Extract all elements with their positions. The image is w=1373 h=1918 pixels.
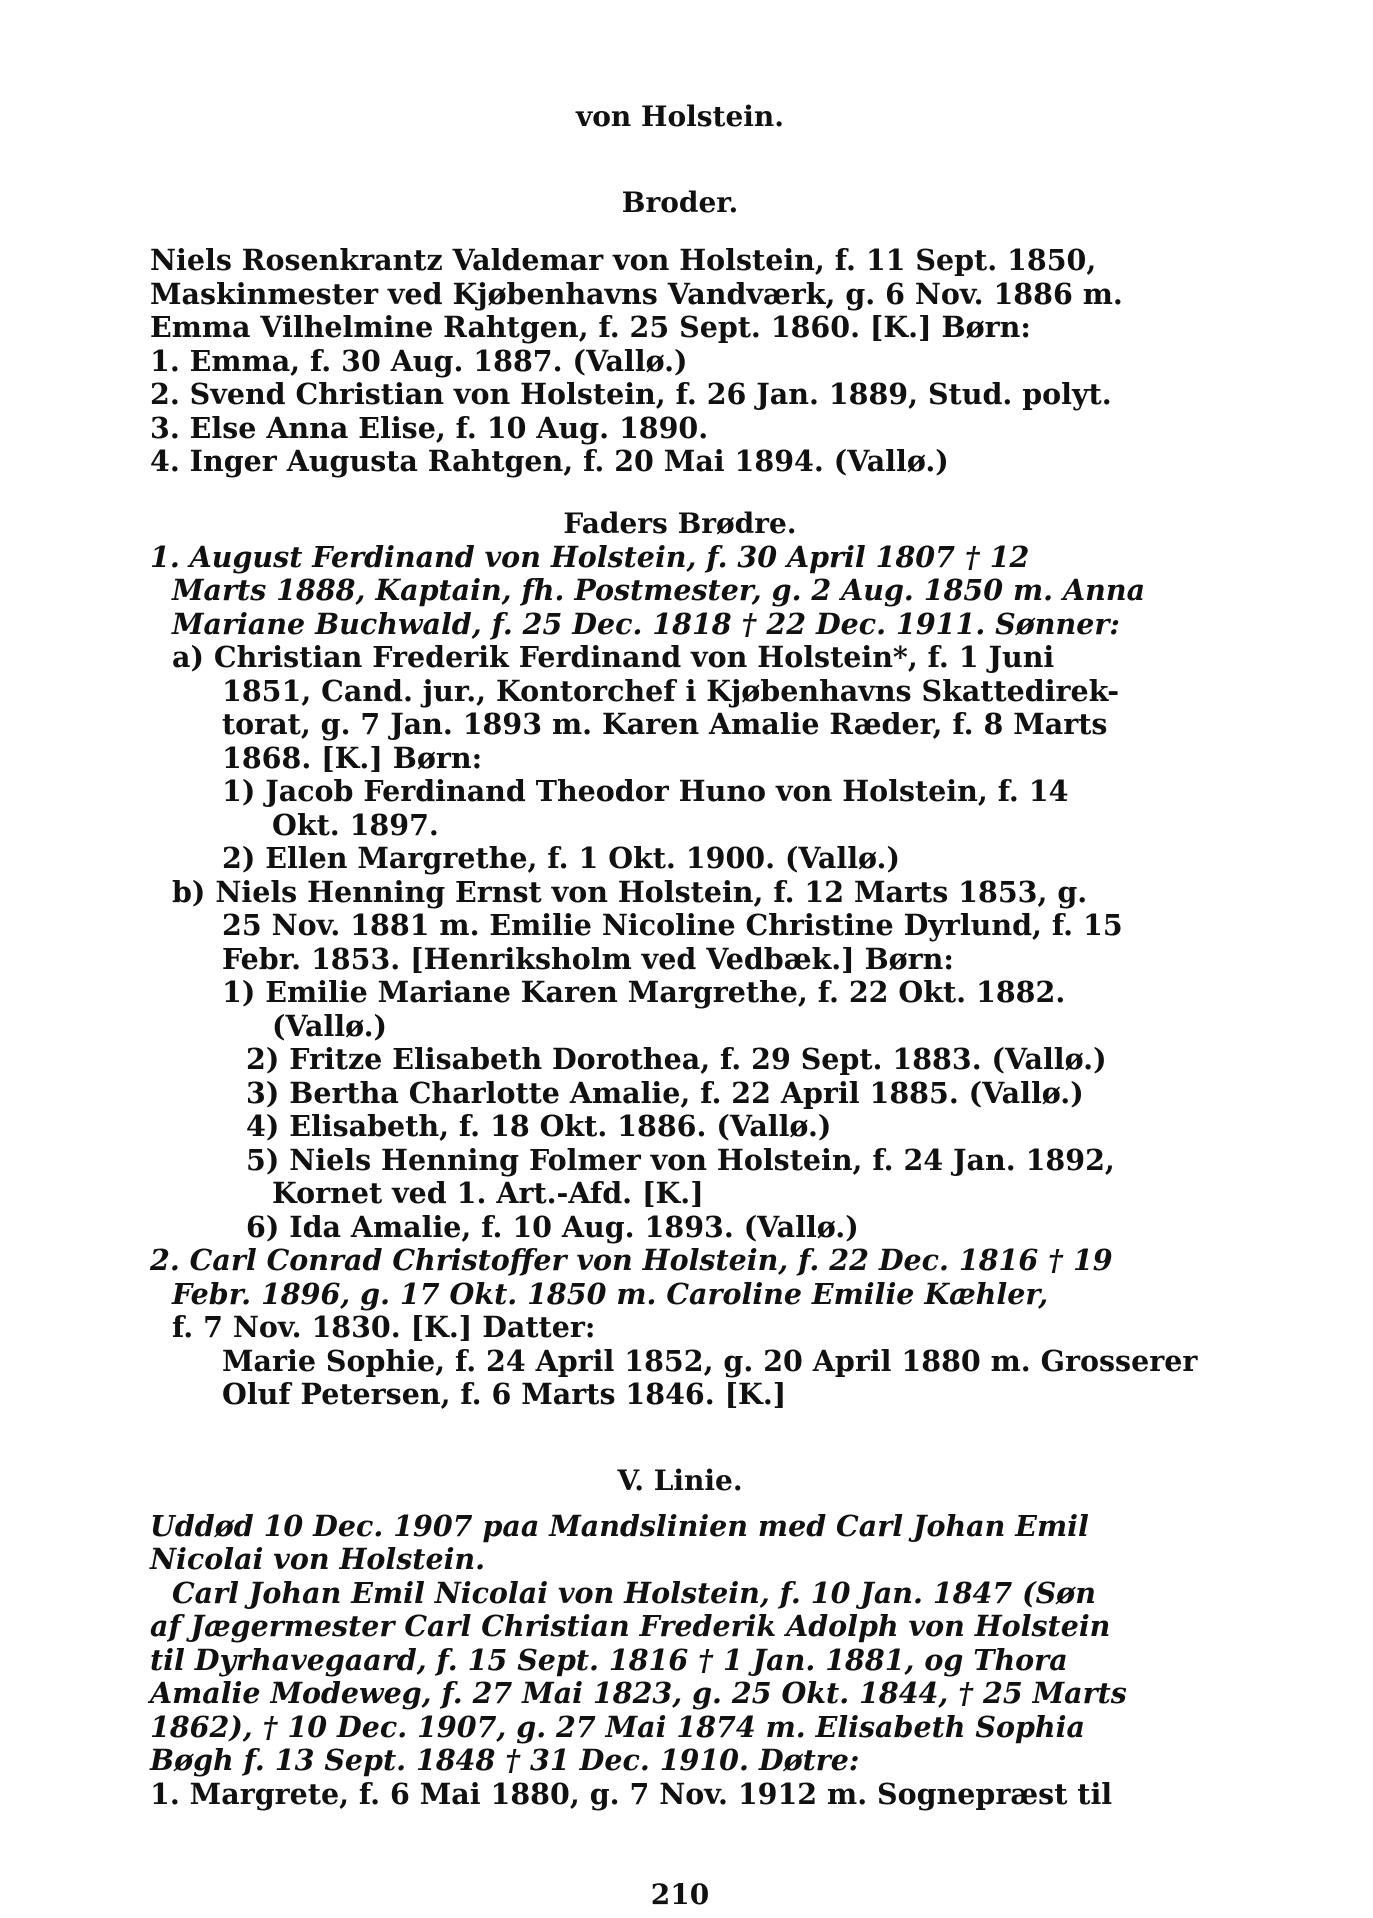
text-line: 4. Inger Augusta Rahtgen, f. 20 Mai 1894. (Vallø.) <box>150 444 949 478</box>
text-line: Febr. 1896, g. 17 Okt. 1850 m. Caroline Emilie Kæhler, <box>172 1276 1049 1311</box>
page-number: 210 <box>650 1878 710 1911</box>
text-line: 4) Elisabeth, f. 18 Okt. 1886. (Vallø.) <box>246 1109 832 1143</box>
text-line: (Vallø.) <box>272 1008 388 1043</box>
text-line: 25 Nov. 1881 m. Emilie Nicoline Christine Dyrlund, f. 15 <box>222 908 1123 942</box>
text-line: til Dyrhavegaard, f. 15 Sept. 1816 † 1 Jan. 1881, og Thora <box>150 1642 1068 1677</box>
text-line: 1. Margrete, f. 6 Mai 1880, g. 7 Nov. 1912 m. Sognepræst til <box>150 1776 1113 1811</box>
text-line: Nicolai von Holstein. <box>150 1542 486 1576</box>
text-line: 1868. [K.] Børn: <box>222 740 483 775</box>
text-line: 1851, Cand. jur., Kontorchef i Kjøbenhavns Skattedirek- <box>222 673 1120 708</box>
text-line: f. 7 Nov. 1830. [K.] Datter: <box>172 1310 596 1344</box>
book-page <box>150 100 1210 1911</box>
text-line: Uddød 10 Dec. 1907 paa Mandslinien med Carl Johan Emil <box>150 1508 1089 1543</box>
text-line: Kornet ved 1. Art.-Afd. [K.] <box>272 1176 704 1210</box>
section-heading-v-linie: V. Linie. <box>617 1463 743 1497</box>
text-line: Marie Sophie, f. 24 April 1852, g. 20 April 1880 m. Grosserer <box>222 1343 1198 1378</box>
text-line: Niels Rosenkrantz Valdemar von Holstein, f. 11 Sept. 1850, <box>150 243 1097 277</box>
section-heading-broder: Broder. <box>621 186 739 219</box>
text-line: 3. Else Anna Elise, f. 10 Aug. 1890. <box>150 410 709 445</box>
section-heading-faders-brodre: Faders Brødre. <box>563 506 797 540</box>
text-line: 2) Ellen Margrethe, f. 1 Okt. 1900. (Vallø.) <box>222 841 900 875</box>
text-line: torat, g. 7 Jan. 1893 m. Karen Amalie Ræder, f. 8 Marts <box>222 707 1108 741</box>
text-line: af Jægermester Carl Christian Frederik Adolph von Holstein <box>150 1609 1111 1643</box>
text-line: 2. Svend Christian von Holstein, f. 26 Jan. 1889, Stud. polyt. <box>150 377 1112 411</box>
text-line: 1862), † 10 Dec. 1907, g. 27 Mai 1874 m. Elisabeth Sophia <box>150 1709 1085 1744</box>
text-line: 6) Ida Amalie, f. 10 Aug. 1893. (Vallø.) <box>246 1209 859 1244</box>
text-line: a) Christian Frederik Ferdinand von Holstein*, f. 1 Juni <box>172 640 1055 674</box>
text-line: Carl Johan Emil Nicolai von Holstein, f. 10 Jan. 1847 (Søn <box>172 1575 1096 1610</box>
text-line: b) Niels Henning Ernst von Holstein, f. 12 Marts 1853, g. <box>172 874 1088 909</box>
text-line: 1) Emilie Mariane Karen Margrethe, f. 22 Okt. 1882. <box>222 975 1066 1009</box>
text-line: Bøgh f. 13 Sept. 1848 † 31 Dec. 1910. Døtre: <box>150 1743 860 1777</box>
text-line: Marts 1888, Kaptain, fh. Postmester, g. 2 Aug. 1850 m. Anna <box>172 573 1146 607</box>
text-line: Okt. 1897. <box>272 807 439 842</box>
text-line: 1) Jacob Ferdinand Theodor Huno von Holstein, f. 14 <box>222 774 1069 808</box>
text-line: Mariane Buchwald, f. 25 Dec. 1818 † 22 Dec. 1911. Sønner: <box>172 606 1120 641</box>
text-line: 3) Bertha Charlotte Amalie, f. 22 April 1885. (Vallø.) <box>246 1075 1084 1110</box>
text-line: 5) Niels Henning Folmer von Holstein, f. 24 Jan. 1892, <box>246 1142 1115 1177</box>
text-line: Febr. 1853. [Henriksholm ved Vedbæk.] Børn: <box>222 941 954 976</box>
running-header: von Holstein. <box>575 100 785 133</box>
text-line: Amalie Modeweg, f. 27 Mai 1823, g. 25 Okt. 1844, † 25 Marts <box>150 1676 1127 1710</box>
text-line: Maskinmester ved Kjøbenhavns Vandværk, g. 6 Nov. 1886 m. <box>150 276 1123 311</box>
text-line: Emma Vilhelmine Rahtgen, f. 25 Sept. 1860. [K.] Børn: <box>150 310 1031 344</box>
text-line: Oluf Petersen, f. 6 Marts 1846. [K.] <box>222 1377 787 1411</box>
text-line: 1. August Ferdinand von Holstein, f. 30 April 1807 † 12 <box>150 539 1030 574</box>
text-line: 1. Emma, f. 30 Aug. 1887. (Vallø.) <box>150 343 688 378</box>
text-line: 2) Fritze Elisabeth Dorothea, f. 29 Sept. 1883. (Vallø.) <box>246 1042 1107 1076</box>
text-line: 2. Carl Conrad Christoffer von Holstein, f. 22 Dec. 1816 † 19 <box>150 1243 1113 1277</box>
